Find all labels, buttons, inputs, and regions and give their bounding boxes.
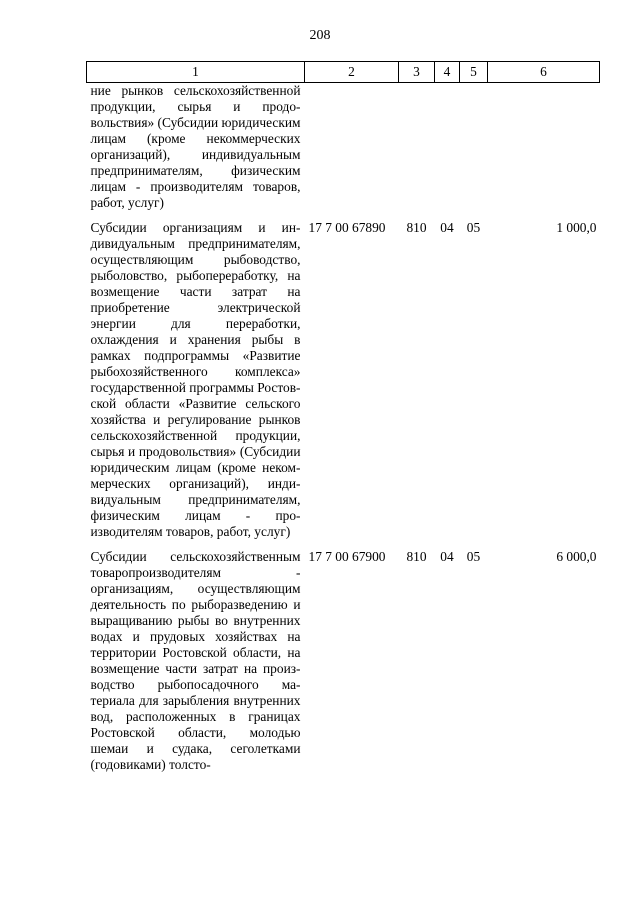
row-description: Субсидии сельскохозяйственным товаропроизводителям - организациям, осуществляющим деятельность по рыборазведению и выращиванию рыбы во внутренних водах и прудовых хозяйствах на территории Ростовской области, на возмещение части затрат на производство рыбопосадочного материала для зарыбления внутренних вод, расположенных в границах Ростовской области, молодью шемаи и судака, сеголетками (годовиками) толсто- <box>90 549 301 772</box>
row-target-code <box>305 83 399 212</box>
row-section: 04 <box>440 220 454 235</box>
column-header: 3 <box>399 62 435 83</box>
row-subsection <box>460 83 488 212</box>
row-amount: 1 000,0 <box>556 220 597 235</box>
column-header: 1 <box>87 62 305 83</box>
row-amount: 6 000,0 <box>556 549 597 564</box>
row-target-code: 17 7 00 67900 <box>308 549 386 564</box>
table-row <box>87 83 600 212</box>
table-header <box>87 62 600 83</box>
row-amount <box>488 83 600 212</box>
column-header: 5 <box>460 62 488 83</box>
column-header: 6 <box>488 62 600 83</box>
row-expense-type <box>399 83 435 212</box>
row-subsection: 05 <box>466 549 481 564</box>
table-row <box>87 540 600 773</box>
row-subsection: 05 <box>466 220 481 235</box>
budget-table <box>86 61 600 773</box>
column-header: 2 <box>305 62 399 83</box>
row-description: Субсидии организациям и индивидуальным предпринимателям, осуществляющим рыбоводство, рыболовство, рыбопереработку, на возмещение части затрат на приобретение электрической энергии для переработки, охлаждения и хранения рыбы в рамках подпрограммы «Развитие рыбохозяйственного комплекса» государственной программы Ростовской области «Развитие сельского хозяйства и регулирование рынков сельскохозяйственной продукции, сырья и продовольствия» (Субсидии юридическим лицам (кроме некоммерческих организаций), индивидуальным предпринимателям, физическим лицам - производителям товаров, работ, услуг) <box>90 220 301 539</box>
row-description: ние рынков сельскохозяйственной продукции, сырья и продовольствия» (Субсидии юридическим лицам (кроме некоммерческих организаций), индивидуальным предпринимателям, физическим лицам - производителям товаров, работ, услуг) <box>90 83 301 210</box>
row-expense-type: 810 <box>406 220 427 235</box>
row-expense-type: 810 <box>406 549 427 564</box>
table-row <box>87 211 600 540</box>
column-header: 4 <box>435 62 460 83</box>
row-section <box>435 83 460 212</box>
row-target-code: 17 7 00 67890 <box>308 220 386 235</box>
page-number: 208 <box>309 28 331 43</box>
row-section: 04 <box>440 549 454 564</box>
